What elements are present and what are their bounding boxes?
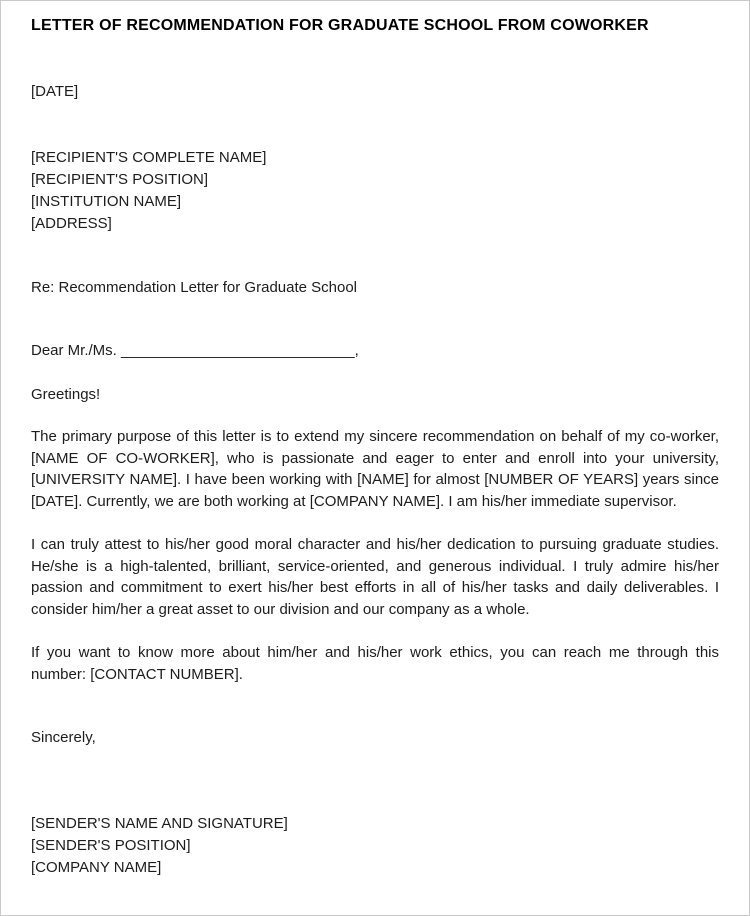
- date-placeholder: [DATE]: [31, 83, 79, 100]
- body-paragraph-3: If you want to know more about him/her and his/her work ethics, you can reach me through this number: [CONTACT NUMBER].: [31, 644, 719, 683]
- address-placeholder: [ADDRESS]: [31, 214, 112, 232]
- sender-company-placeholder: [COMPANY NAME]: [31, 858, 162, 876]
- sender-block: [31, 813, 719, 879]
- recipient-name-placeholder: [RECIPIENT'S COMPLETE NAME]: [31, 148, 267, 166]
- sender-position-placeholder: [SENDER'S POSITION]: [31, 836, 191, 854]
- body-paragraph-2: I can truly attest to his/her good moral character and his/her dedication to pursuing graduate studies. He/she is a high-talented, brilliant, service-oriented, and generous individual. I truly admire his/her passion and commitment to exert his/her best efforts in all of his/her tasks and daily deliverables. I consider him/her a great asset to our division and our company as a whole.: [31, 536, 719, 618]
- body-paragraph-1: The primary purpose of this letter is to extend my sincere recommendation on behalf of my co-worker, [NAME OF CO-WORKER], who is passionate and eager to enter and enroll into your university, [UNIVERSITY NAME]. I have been working with [NAME] for almost [NUMBER OF YEARS] years since [DATE]. Currently, we are both working at [COMPANY NAME]. I am his/her immediate supervisor.: [31, 428, 719, 510]
- recipient-block: [31, 147, 719, 235]
- subject-line: Re: Recommendation Letter for Graduate School: [31, 278, 358, 296]
- letter-title: LETTER OF RECOMMENDATION FOR GRADUATE SCHOOL FROM COWORKER: [31, 17, 649, 34]
- institution-name-placeholder: [INSTITUTION NAME]: [31, 192, 181, 210]
- greeting-line: Greetings!: [31, 385, 101, 403]
- sender-name-placeholder: [SENDER'S NAME AND SIGNATURE]: [31, 814, 288, 832]
- recipient-position-placeholder: [RECIPIENT'S POSITION]: [31, 170, 209, 188]
- salutation-line: Dear Mr./Ms. ____________________________,: [31, 342, 359, 359]
- closing-line: Sincerely,: [31, 729, 96, 746]
